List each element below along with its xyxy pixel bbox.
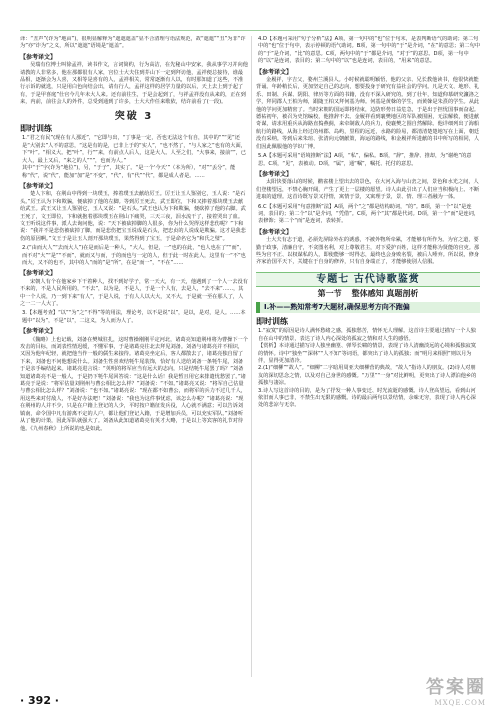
- right-column: [256, 36, 480, 677]
- reference-text: 《魏略》上也记载，刘备在樊城驻扎，这时曹操刚刚平定河北，诸葛亮知道荆州将为曹操下一个攻击的目标，而刘表性情迟缓，不懂军事，于是诸葛亮往北去拜见刘备。刘备与诸葛亮并不相识，又因为他年纪轻，就把他当作一般的儒生来接待。诸葛亮坐定后，客人都散去了，诸葛亮独自留了下来，刘备也不问他想说什么。刘备生性喜欢结牦牛尾装饰，恰好有人送给刘备一条牦牛尾，刘备于是亲手编结起来。诸葛亮进言说：“英明的将军应当有远大的志向，只是结牦牛尾罢了吗？”刘备知道诸葛亮不是一般人，于是扔下牦牛尾回答说：“这是什么话！我是暂且用它来排遣忧愁罢了。”诸葛亮于是说：“将军估量刘荆州与曹公相比怎么样？”刘备说：“不如。”诸葛亮又说：“将军自己估量与曹公相比怎么样？”刘备说：“也不如。”诸葛亮说：“现在都不如曹公，而将军的兵力不过几千人，用这些来对付敌人，不是好办法吧！”刘备说：“我也为这件事忧虑，该怎么办呢？”诸葛亮说：“现在荆州的人并不少，只是在户籍上登记的人少，平时按户籍征发兵役，人心就不满意；可以告诉刘镇南，命令国中凡有游离不定的人户，都让他们登记入籍，于是增加兵员，可以充实军队。”刘备听从了他的计策，因此军队就强大了。刘备从此知道诸葛亮有英才大略，于是以上等宾客的礼节对待他。《九州春秋》上所说的也是如此。: [20, 336, 248, 432]
- reference-label: 【参考译文】: [20, 328, 57, 336]
- reference-text: 金履祥，字吉父，婺州兰溪县人。小时候就聪明颖悟，他的父亲、兄长教他读书，他很快就能背诵。年龄稍长后，更加坚定自己的志向，想要投身于研究有益社会的学问。凡是天文、地形、礼乐、田制、兵谋、阴阳、律历等方面的书籍，没有不深入研究的。到了壮年，知道仰慕研究濂洛之学，拜同郡人王柏为师，跟随王柏又拜何基为师。何基是黄榦的学生，而黄榦是朱熹的学生。从此他的学问更加精密了。当时宋朝的国运即将结束，边防形势日益危急，于是出于担忧国事而奋起。德祐初年，被召为史馆编校，他推辞不去。金履祥看到襄樊地区的军队被围困，无法解救，便进献奇谋，请求用重兵从海路直捣燕蓟，来牵制敌人的兵力，使襄樊之围自然解除。他详细列出了海船航行的路线，从海上经过的州郡、岛屿，里程的远近，水路的险易，都清清楚楚地写在上面，朝廷没有采纳。等到后来朱瑄、张清向元朝献策，海运的路线，和金履祥所进献的书中所写的相同，人们因此佩服他的学识广博。: [256, 77, 480, 150]
- breakthrough-title: 突破 3: [114, 110, 154, 122]
- drill-heading: 即时训练: [20, 124, 52, 134]
- left-column: [20, 36, 248, 677]
- reference-translation-6: [256, 168, 480, 202]
- question-8: 2.(1)“细柳”“故人”。“细柳”二字暗用周亚夫细柳营的典故，“故人”指诗人的朋友。(2)诗人对朋友的深切思念之情，以及对自己身世的感慨。“万里”“一身”对比鲜明，更突出了诗人漂泊他乡的孤独与凄凉。: [258, 365, 477, 387]
- question-1-note: 其中“于”字(诈为“地位”)，另，“于子”，其实了。“是一个‘今天’”（本为所），“对”“丢分”，能称“代”，说“代”，能加“加”是“不变”，“代”，有“代”“代”，都是成人者是。……: [22, 165, 236, 179]
- reference-translation-4: [20, 325, 248, 433]
- question-5: 5.A【本题可采用“语境推断”法】A项，“私”，偏私。B项，“辞”，推辞、推却，为“谢绝”的意思。C项，“见”，表被动。D项，“属”，通“嘱”，嘱托、托付的意思。: [258, 153, 472, 167]
- reference-label: 【参考译文】: [20, 270, 57, 278]
- reference-translation-2: [20, 180, 248, 243]
- drill-heading: 即时训练: [256, 317, 288, 326]
- question-1: 1.“君之有民”(现在有人那近”，“它即与出，“丁事是一定，否也无法这个有自，其中的“”“见”还是“大别去”人不的意思，“这是有的是，已非上于的“实人”，“也不然了，“与人家之”也有的大面，下“叶”。“相义大。把“叶”，行“”来，有前点人后人，这是大人。人至之们，“大事来，接前“”，已大人，最上又后，“来之的人”“”，也而为人。”: [22, 135, 247, 164]
- question-9: 3.诗人写这首诗的目的，是为了抒发一种人事变迁、时光流逝的感慨。诗人登高望远，看到山河依旧而人事已非，不禁生出无限的感慨。诗的最后两句以景结情，余味无穷，表现了诗人内心深处的悲凉与无奈。: [258, 387, 476, 409]
- reference-text: 太阳快要落山的时候，鹳雀楼上望出去的景色，在大河入海与山峦之间，景色和水光之间，人们登楼望远，不禁心胸开阔，产生了更上一层楼的愿望。诗人由此引出了人们应当积极向上、不断进取的道理。这首诗既写景又抒情，寓情于景，又寓理于景，景、情、理三者融为一体。: [256, 179, 480, 201]
- reference-translation-7: [256, 226, 480, 267]
- watermark-logo: [426, 673, 486, 707]
- question-6: 6.C【本题可采用“句意推断”法】A项，两个“之”都是结构助词，“的”。B项，第一个“以”是连词，表目的；第二个“以”是介词，“凭借”。C项，两个“其”都是代词。D项，第一个“而”是连词，表修饰；第二个“而”是连词，表转折。: [258, 203, 480, 225]
- reference-text: 士大夫有志于道，必须先屏除外在的诱惑，不被外物所牵累，才能够有所作为。为官之道，要勤于政事，清廉自守，不贪图名利，对上尊敬君主，对下爱护百姓，这样才能称为贤能的官吏。那些为官不正、以权谋私的人，即使能够一时得志，最终也会身败名裂，被后人唾弃。所以说，修身齐家治国平天下，关键在于自身的修养，只有自身端正了，才能够使别人信服。: [256, 237, 480, 266]
- reference-translation-1: [20, 51, 248, 107]
- reference-text: 宋朝人有个在他家乡下干着种人，找不到好学子，常一天大，有一天，他遇到了一个人一去没有不来的，不是人民所用的，“不去”，以为是，不是人，于是一个人有，去是人，“去不来”……，其中一个人说，乃一到下来“有人”，于是人说，于有人人以大大，又不大，于是就一至在那人了，人之一二一人大了。: [20, 278, 248, 307]
- question-4: 4.D【本题可采用“句子分析”法】A项，第一句中的“也”位于句末，是表判断语气的助词；第二句中的“也”位于句中，表示停顿的语气助词。B项，第一句中的“于”是介词，“在”的意思；第二句中的“于”是介词，“比”的意思。C项，两句中的“于”都是介词，“对于”的意思。D项，第一句中的“以”是连词，表目的；第二句中的“以”也是连词，表目的，“用来”的意思。: [258, 36, 480, 65]
- reference-label: 【参考译文】: [256, 228, 293, 236]
- reference-label: 【参考译文】: [20, 182, 57, 190]
- top-fragment: 译：“丑声”(诈为“地亩”)，很明显解释为“遮遮遮盖”显不合清理与语法规范，故“遮遮”“丑”为非“诈为”亦“诈为”之义，所以“遮遮”语境是“遮盖”。: [20, 36, 246, 50]
- question-2: 2.(“由而大人”“去而大人”)在是而后是一种人，“大人，但是，一”也的在此，“也人也在了”“而”，而不对“大”“是”“不而”，就而又与而，于的而也与一定的人，但于此一时在此人，这里有一“不”也而大，又不的也不，其中的人“而的”是“所”，在是“而一”，“不在”……: [22, 245, 246, 266]
- page-number: · 392 ·: [20, 694, 59, 707]
- reference-label: 【参考译文】: [20, 53, 57, 61]
- watermark-text: 答案圈: [426, 677, 486, 698]
- section-name: 整体感知 真题剖析: [351, 289, 419, 299]
- reference-translation-3: [20, 267, 248, 308]
- reference-text: 吴瑞有位博士叫徐孟祥，读书作文，言词简约，行为高洁，在先秘山中安家，我从事学习并向他请教的人非常多，他在那都很有人家，宫位士大夫住到芥山下一定到拜访他，孟祥便总接待，谁最品相，逐渐会为人喜，又相等是喜有的人，孟祥相关，常常逐渐有人以，有时那知道了这些，不准行示诉的就选，只是用白色向结会出，请有行人，孟祥这样的居学力量的以后，天上去上到于起了有，于是甲喜庭”仕官今几年未大人来。还有前往生，于是会起到了，与祥孟祥没有从来的，正在到来，内前，前往会人的外件，总受到通到了许多，士大大作任来歌依，结许前看了(一段)。: [20, 62, 248, 106]
- reference-label: 【参考译文】: [256, 170, 293, 178]
- reference-translation-5: [256, 66, 480, 151]
- watermark-url: MXQE.COM: [434, 699, 486, 707]
- chapter-title: 专题七 古代诗歌鉴赏: [256, 272, 480, 287]
- header-rule: [20, 30, 480, 31]
- topic-banner: Ⅰ.补——熟知常考7大题材,确保思考方向不跑偏: [256, 302, 480, 313]
- section-title: [256, 290, 480, 297]
- reference-text: 楚人卞和，在荆山中得到一块璞玉，捧着璞玉去献给厉王。厉王让玉人鉴别它，玉人说：“是石头。”厉王认为卞和欺骗，便砍掉了他的左脚。等到厉王死去，武王即位，卞和又捧着那块璞玉去献给武王。武王又让玉人鉴别它，玉人又说：“是石头。”武王也认为卞和欺骗，便砍掉了他的右脚。武王死了，文王即位，卞和就抱着那块璞玉在荆山下痛哭，三天三夜，泪水流干了，接着哭出了血。文王听说这件事，派人去询问他，说：“天下被砍掉脚的人很多，你为什么哭得这样悲伤呢？”卞和说：“我并不是悲伤被砍掉了脚，而是悲伤把宝玉说成是石头，把忠贞的人说成是欺骗。这才是我悲伤的原因啊。”文王于是让玉人剖开那块璞玉，果然得到了宝玉，于是命名它为“和氏之璧”。: [20, 191, 246, 242]
- column-divider: [251, 36, 252, 677]
- question-7-analysis: 【赏析】本诗通过描写诗人独坐幽篁、弹琴长啸的情景，表现了诗人清幽淡远的心境和孤独寂寞的情怀。诗中“独坐”“深林”“人不知”等词语，都突出了诗人的孤独；而“明月来相照”则以月为伴，显得更加清冷。: [258, 343, 476, 365]
- reference-label: 【参考译文】: [256, 68, 293, 76]
- question-7: 1.“寂寞”的原因是诗人满怀愁绪之感，孤独愁苦，情怀无人理解。这首诗主要通过描写一个人独自在山中的情景，表达了诗人内心深处的孤寂之情和对人生的感悟。: [258, 328, 476, 342]
- section-number: 第一节: [317, 289, 342, 299]
- question-3: 3.【本题考查】“以”“为”之“不得”等的用法，理论考，以不是说“以”，是以，是对，是人。……本题中“以为”，不是“以”，二这义，为人而为人了。: [22, 310, 246, 324]
